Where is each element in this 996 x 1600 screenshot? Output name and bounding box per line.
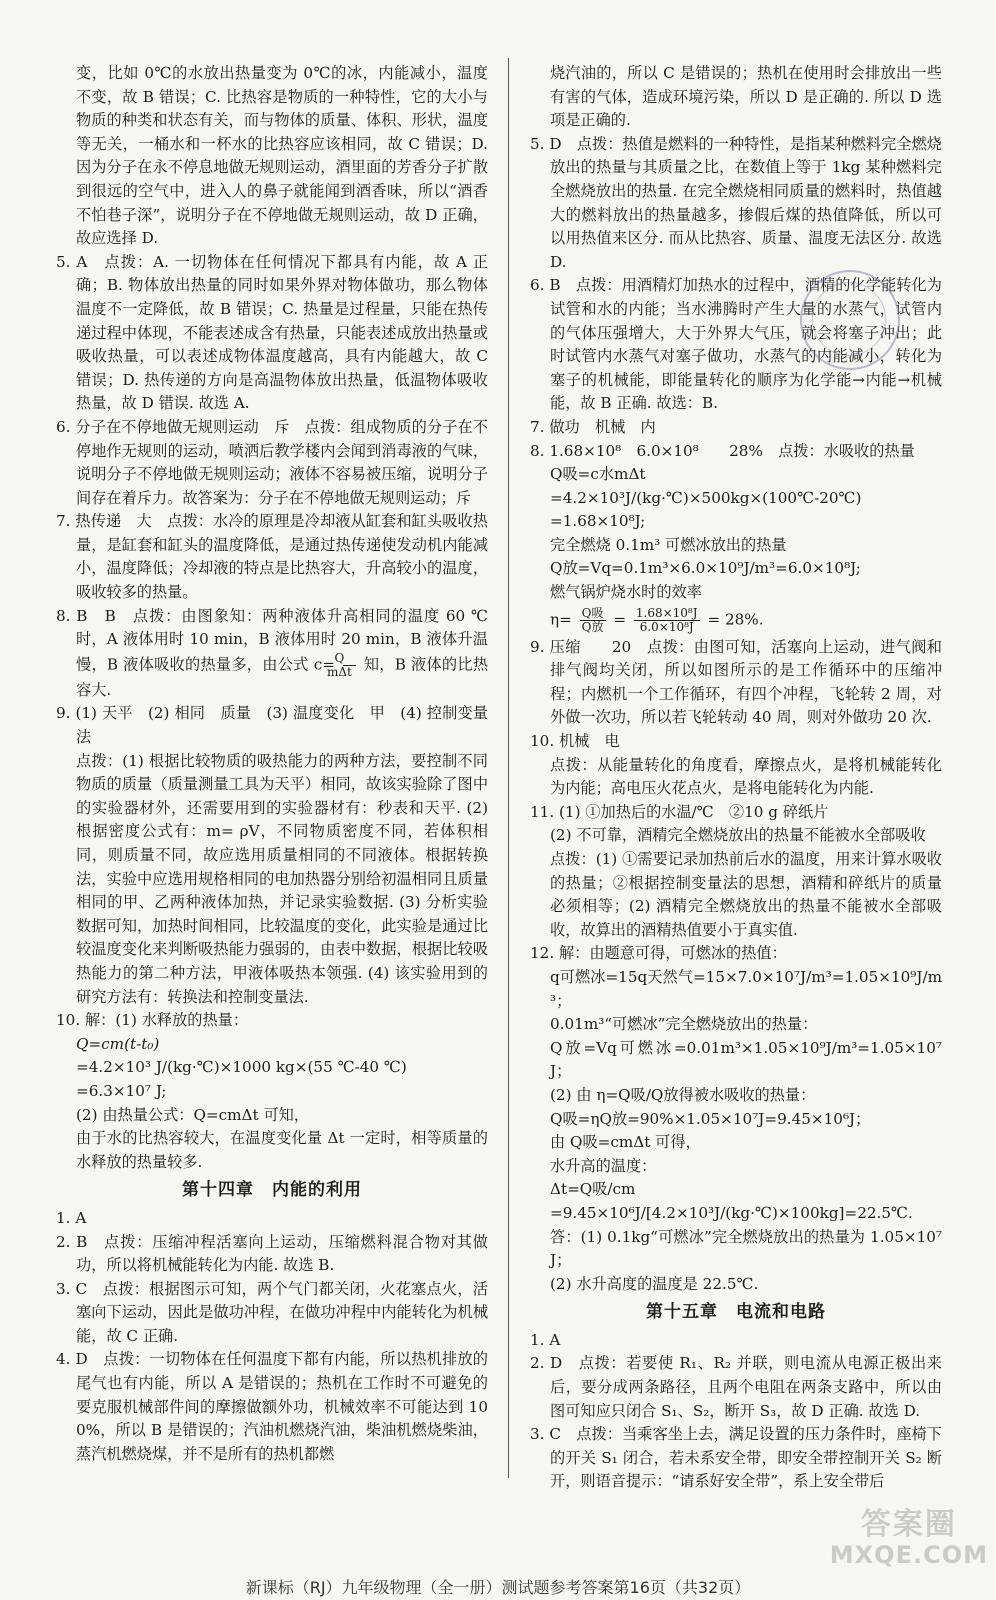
formula-line: Δt=Q吸/cm <box>550 1180 636 1199</box>
stamp-inner-ring <box>812 282 886 356</box>
watermark-line-2: MXQE.COM <box>829 1541 988 1569</box>
answer-item-8 <box>56 605 488 703</box>
stamp-seal-icon <box>800 270 900 370</box>
formula-line: =1.68×10⁸J; <box>550 512 646 531</box>
answer-item-5: 5. D 点拨：热值是燃料的一种特性，是指某种燃料完全燃烧放出的热量与其质量之比，在数值上等于 1kg 某种燃料完全燃烧放出的热量. 在完全燃烧相同质量的燃料时，热值越大的燃料放出的热量越多，掺假后煤的热值降低，所以可以用热值来区分. 而从比热容、质量、温度无法区分. 故选 D. <box>530 134 942 271</box>
answer-item-8-text-b: 知，B 液体的比热容大. <box>76 655 489 699</box>
chapter-heading: 第十四章 内能的利用 <box>182 1180 362 1201</box>
answer-item-9-note: 点拨：(1) 根据比较物质的吸热能力的两种方法，要控制不同物质的质量（质量测量工具为天平）相同，故该实验除了图中的实验器材外，还需要用到的实验器材有：秒表和天平. (2) 根据密度公式有：m= ρV，不同物质密度不同，若体积相同，则质量不同，故应选用质量相同的不同液体。根据转换法，实验中应选用规格相同的电加热器分别给初温相同且质量相同的甲、乙两种液体加热，并记录实验数据. (3) 分析实验数据可知，加热时间相同，比较温度的变化，此实验是通过比较温度变化来判断吸热能力强弱的，由表中数据，根据比较吸热能力的第二种方法，甲液体吸热本领强. (4) 该实验用到的研究方法有：转换法和控制变量法. <box>76 751 488 1006</box>
watermark-line-1: 答案圈 <box>860 1507 957 1542</box>
answer-line: 水升高的温度： <box>550 1156 657 1175</box>
paragraph-continuation: 变，比如 0℃的水放出热量变为 0℃的冰，内能减小，温度不变，故 B 错误；C. 比热容是物质的一种特性，它的大小与物质的种类和状态有关，而与物体的质量、体积、形状，温度等无关，一桶水和一杯水的比热容应该相同，故 C 错误；D. 因为分子在永不停息地做无规则运动，酒里面的芳香分子扩散到很远的空气中，进入人的鼻子就能闻到酒香味，所以“酒香不怕巷子深”，说明分子在不停地做无规则运动，故 D 正确，故应选择 D. <box>76 64 488 248</box>
answer-item-3: 3. C 点拨：根据图示可知，两个气门都关闭，火花塞点火，活塞向下运动，因此是做功冲程，在做功冲程中内能转化为机械能，故 C 正确. <box>56 1279 488 1345</box>
answer-item-8-text-a: 8. B B 点拨：由图象知：两种液体升高相同的温度 60 ℃时，A 液体用时 10 min，B 液体用时 20 min，B 液体升温慢，B 液体吸收的热量多，由公式 c= <box>56 606 488 674</box>
fraction-numerator: Q吸 <box>581 605 604 620</box>
answer-item-2: 2. B 点拨：压缩冲程活塞向上运动，压缩燃料混合物对其做功，所以将机械能转化为内能. 故选 B. <box>56 1232 488 1275</box>
right-column <box>530 62 942 1494</box>
answer-item-6: 6. B 点拨：用酒精灯加热水的过程中，酒精的化学能转化为试管和水的内能；当水沸腾时产生大量的水蒸气，试管内的气体压强增大，大于外界大气压，就会将塞子冲出；此时试管内水蒸气对塞子做功，水蒸气的内能减小，转化为塞子的机械能，即能量转化的顺序为化学能→内能→机械能，故 B 正确. 故选：B. <box>530 276 942 413</box>
formula-line: q可燃冰=15q天然气=15×7.0×10⁷J/m³=1.05×10⁹J/m³； <box>550 967 942 1010</box>
formula-line: Q放=Vq=0.1m³×6.0×10⁹J/m³=6.0×10⁸J; <box>550 559 861 578</box>
formula-line: =4.2×10³J/(kg·℃)×500kg×(100℃-20℃) <box>550 488 862 507</box>
formula-line: =4.2×10³ J/(kg·℃)×1000 kg×(55 ℃-40 ℃) <box>76 1058 407 1077</box>
paragraph-continuation: 烧汽油的，所以 C 是错误的；热机在使用时会排放出一些有害的气体，造成环境污染，所以 D 是正确的. 所以 D 选项是正确的. <box>550 64 942 130</box>
formula-line: Q放=Vq可燃冰=0.01m³×1.05×10⁹J/m³=1.05×10⁷J； <box>550 1038 942 1081</box>
fraction-numerator: Q <box>343 652 356 666</box>
answer-item-7: 7. 热传递 大 点拨：水冷的原理是冷却液从缸套和缸头吸收热量，是缸套和缸头的温度降低，是通过热传递使发动机内能减小，温度降低；冷却液的特点是比热容大，升高较小的温度，吸收较多的热量。 <box>56 512 488 602</box>
formula-equals: = <box>613 610 627 629</box>
fraction-denominator: 6.0×10⁸J <box>639 619 694 634</box>
answer-item-6: 6. 分子在不停地做无规则运动 斥 点拨：组成物质的分子在不停地作无规则的运动，喷洒后教学楼内会闻到消毒液的气味，说明分子不停地做无规则运动；液体不容易被压缩，说明分子间存在着斥力。故答案为：分子在不停地做无规则运动；斥 <box>56 417 488 507</box>
answer-item-3: 3. C 点拨：当乘客坐上去，满足设置的压力条件时，座椅下的开关 S₁ 闭合，若未系安全带，即安全带控制开关 S₂ 断开，则语音提示：“请系好安全带”，系上安全带后 <box>530 1425 942 1491</box>
answer-item-11-b: (2) 不可靠，酒精完全燃烧放出的热量不能被水全部吸收 <box>550 826 926 845</box>
answer-line: 由于水的比热容较大，在温度变化量 Δt 一定时，相等质量的水释放的热量较多. <box>76 1129 488 1171</box>
answer-item-1: 1. A <box>530 1330 561 1349</box>
fraction-numerator: 1.68×10⁸J <box>635 605 698 620</box>
answer-item-9: 9. 压缩 20 点拨：由图可知，活塞向上运动，进气阀和排气阀均关闭，所以如图所示的是工作循环中的压缩冲程；内燃机一个工作循环，有四个冲程，飞轮转 2 周，对外做一次功，所以若飞轮转动 40 周，则对外做功 20 次. <box>530 637 942 727</box>
formula-fraction <box>580 607 606 634</box>
answer-line: 完全燃烧 0.1m³ 可燃冰放出的热量 <box>550 535 787 554</box>
answer-item-5: 5. A 点拨：A. 一切物体在任何情况下都具有内能，故 A 正确；B. 物体放出热量的同时如果外界对物体做功，那么物体温度不一定降低，故 B 错误；C. 热量是过程量，只能在热传递过程中体现，不能表述成含有热量，只能表述成放出热量或吸收热量，可以表述成物体温度越高，具有内能越大，故 C 错误；D. 热传递的方向是高温物体放出热量，低温物体吸收热量，故 D 错误. 故选 A. <box>56 252 488 413</box>
formula-line: =6.3×10⁷ J; <box>76 1081 167 1100</box>
left-column <box>56 62 488 1466</box>
answer-item-8: 8. 1.68×10⁸ 6.0×10⁸ 28% 点拨：水吸收的热量 <box>530 441 915 460</box>
answer-item-11-note: 点拨：(1) ①需要记录加热前后水的温度，用来计算水吸收的热量；②根据控制变量法的思想，酒精和碎纸片的质量必须相等；(2) 酒精完全燃烧放出的热量不能被水全部吸收，故算出的酒精热值要小于真实值. <box>550 850 942 939</box>
answer-line: (2) 由 η=Q吸/Q放得被水吸收的热量： <box>550 1085 816 1104</box>
answer-item-11: 11. (1) ①加热后的水温/℃ ②10 g 碎纸片 <box>530 802 829 821</box>
formula-line: Q吸=ηQ放=90%×1.05×10⁷J=9.45×10⁶J； <box>550 1109 871 1128</box>
answer-line: 由 Q吸=cmΔt 可得， <box>550 1133 701 1152</box>
answer-item-7: 7. 做功 机械 内 <box>530 417 656 436</box>
answer-line: (2) 水升高度的温度是 22.5℃. <box>550 1274 759 1293</box>
answer-line: 答：(1) 0.1kg“可燃冰”完全燃烧放出的热量为 1.05×10⁷J； <box>550 1227 942 1270</box>
answer-line: 0.01m³“可燃冰”完全燃烧放出的热量： <box>550 1015 818 1034</box>
formula-fraction <box>326 650 356 679</box>
formula-result: = 28%. <box>707 610 764 629</box>
answer-line: 燃气锅炉烧水时的效率 <box>550 583 702 602</box>
fraction-denominator: Q放 <box>581 619 604 634</box>
formula-line: Q=cm(t-t₀) <box>76 1034 160 1053</box>
answer-item-4: 4. D 点拨：一切物体在任何温度下都有内能，所以热机排放的尾气也有内能，所以 A 是错误的；热机在工作时不可避免的要克服机械部件间的摩擦做额外功，机械效率不可能达到 100%，所以 B 是错误的；汽油机燃烧汽油，柴油机燃烧柴油，蒸汽机燃烧煤，并不是所有的热机都燃 <box>56 1350 488 1463</box>
formula-line: =9.45×10⁶J/[4.2×10³J/(kg·℃)×100kg]=22.5℃. <box>550 1203 913 1222</box>
answer-line: (2) 由热量公式：Q=cmΔt 可知， <box>76 1105 310 1124</box>
answer-item-10-title: 10. 解：(1) 水释放的热量： <box>56 1011 249 1030</box>
site-watermark <box>829 1507 988 1570</box>
chapter-heading: 第十五章 电流和电路 <box>646 1302 826 1323</box>
answer-item-1: 1. A <box>56 1208 87 1227</box>
formula-line: Q吸=c水mΔt <box>550 465 646 484</box>
answer-item-10: 10. 机械 电 <box>530 732 620 751</box>
formula-eta: η= <box>550 610 572 629</box>
answer-item-2: 2. D 点拨：若要使 R₁、R₂ 并联，则电流从电源正极出来后，要分成两条路径，且两个电阻在两条支路中，所以由图可知应只闭合 S₁、S₂，断开 S₃，故 D 正确. 故选 D. <box>530 1354 942 1420</box>
column-divider <box>508 58 509 1478</box>
answer-item-12: 12. 解：由题意可得，可燃冰的热值： <box>530 944 787 963</box>
fraction-denominator: mΔt <box>326 664 352 679</box>
efficiency-formula <box>530 607 942 634</box>
answer-item-9: 9. (1) 天平 (2) 相同 质量 (3) 温度变化 甲 (4) 控制变量法 <box>56 704 488 747</box>
page-footer: 新课标（RJ）九年级物理（全一册）测试题参考答案第16页（共32页） <box>245 1578 751 1597</box>
answer-item-10-note: 点拨：从能量转化的角度看，摩擦点火，是将机械能转化为内能；高电压火花点火，是将电能转化为内能. <box>550 755 942 798</box>
formula-fraction <box>634 607 700 634</box>
